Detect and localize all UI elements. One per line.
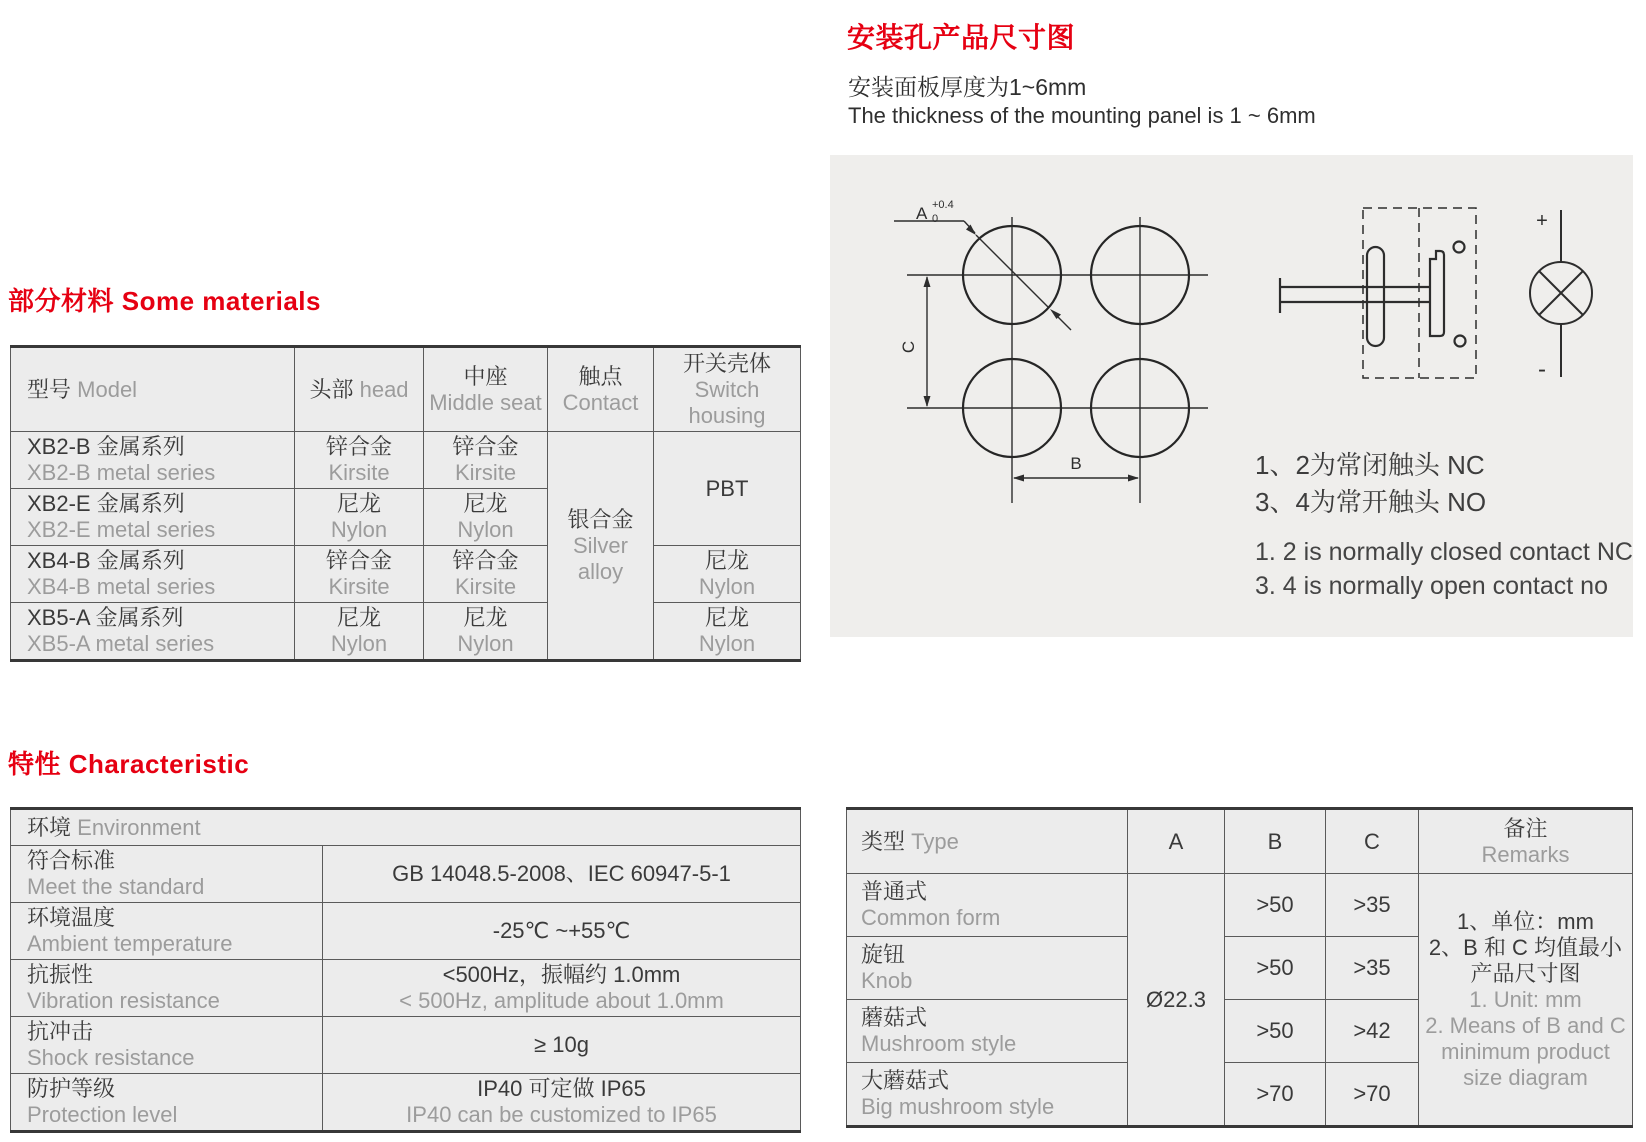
table-row xyxy=(11,546,801,603)
cell-value: GB 14048.5-2008、IEC 60947-5-1 xyxy=(323,846,801,903)
type-table-header-row xyxy=(847,809,1633,874)
table-row xyxy=(11,846,801,903)
note-zh-2: 3、4为常开触头 NO xyxy=(1255,487,1487,517)
no-contact-bar xyxy=(1430,251,1444,336)
header-c: C xyxy=(1326,809,1419,874)
dim-a-label: A xyxy=(916,204,928,223)
environment-header-row xyxy=(11,809,801,846)
cell-label: 环境温度 Ambient temperature xyxy=(11,903,323,960)
cell-c: >70 xyxy=(1326,1063,1419,1127)
cell-type: 旋钮 Knob xyxy=(847,937,1128,1000)
cell-c: >35 xyxy=(1326,937,1419,1000)
mounting-section-title: 安装孔产品尺寸图 xyxy=(847,22,1076,53)
table-row xyxy=(11,1017,801,1074)
cell-c: >35 xyxy=(1326,874,1419,937)
cell-type: 大蘑菇式 Big mushroom style xyxy=(847,1063,1128,1127)
lamp-minus-label: - xyxy=(1538,356,1546,383)
table-row xyxy=(11,1074,801,1132)
type-dimension-table xyxy=(846,807,1633,1128)
cell-type: 普通式 Common form xyxy=(847,874,1128,937)
mounting-subtitle-zh: 安装面板厚度为1~6mm xyxy=(848,74,1087,100)
materials-table xyxy=(10,345,801,662)
mounting-subtitle-en: The thickness of the mounting panel is 1 ~ 6mm xyxy=(848,103,1316,128)
lamp-plus-label: + xyxy=(1536,210,1548,232)
header-switch-housing: 开关壳体 Switch housing xyxy=(654,347,801,432)
cell-label: 防护等级 Protection level xyxy=(11,1074,323,1132)
lamp-symbol xyxy=(1530,210,1592,383)
note-en-2: 3. 4 is normally open contact no xyxy=(1255,572,1608,600)
mounting-hole-circles xyxy=(963,226,1189,457)
header-contact: 触点 Contact xyxy=(548,347,654,432)
characteristic-title-en: Characteristic xyxy=(68,749,250,779)
cell-remarks-merged: 1、单位：mm 2、B 和 C 均值最小产品尺寸图 1. Unit: mm 2. Means of B and C minimum product size diagram xyxy=(1419,874,1633,1127)
materials-title-en: Some materials xyxy=(121,286,321,316)
nc-contact-strip xyxy=(1367,247,1384,346)
header-environment: 环境 Environment xyxy=(11,809,801,846)
cell-b: >70 xyxy=(1225,1063,1326,1127)
contact-mechanism-diagram xyxy=(1280,208,1476,378)
note-zh-1: 1、2为常闭触头 NC xyxy=(1255,450,1485,480)
cell-model: XB2-B 金属系列 XB2-B metal series xyxy=(11,432,295,489)
dimension-diagram-panel xyxy=(830,155,1633,637)
cell-b: >50 xyxy=(1225,874,1326,937)
cell-housing: 尼龙 Nylon xyxy=(654,603,801,661)
cell-label: 抗振性 Vibration resistance xyxy=(11,960,323,1017)
cell-label: 符合标准 Meet the standard xyxy=(11,846,323,903)
characteristic-title-zh: 特性 xyxy=(8,749,62,779)
terminal-dot-bottom xyxy=(1455,336,1466,347)
cell-housing: 尼龙 Nylon xyxy=(654,546,801,603)
cell-b: >50 xyxy=(1225,937,1326,1000)
dim-a-tol-upper: +0.4 xyxy=(932,199,954,211)
materials-header-row xyxy=(11,347,801,432)
cell-value: -25℃ ~+55℃ xyxy=(323,903,801,960)
cell-c: >42 xyxy=(1326,1000,1419,1063)
cell-model: XB4-B 金属系列 XB4-B metal series xyxy=(11,546,295,603)
cell-head: 锌合金 Kirsite xyxy=(295,546,424,603)
cell-model: XB5-A 金属系列 XB5-A metal series xyxy=(11,603,295,661)
cell-middle: 尼龙 Nylon xyxy=(424,603,548,661)
characteristic-table xyxy=(10,807,801,1133)
materials-title-zh: 部分材料 xyxy=(8,286,115,316)
header-b: B xyxy=(1225,809,1326,874)
dim-b-label: B xyxy=(1070,454,1082,473)
cell-middle: 锌合金 Kirsite xyxy=(424,546,548,603)
cell-b: >50 xyxy=(1225,1000,1326,1063)
contact-notes xyxy=(1255,447,1633,603)
dim-a-tol-lower: 0 xyxy=(932,213,939,225)
cell-value: ≥ 10g xyxy=(323,1017,801,1074)
cell-middle: 锌合金 Kirsite xyxy=(424,432,548,489)
terminal-dot-top xyxy=(1454,242,1465,253)
cell-head: 锌合金 Kirsite xyxy=(295,432,424,489)
cell-contact-merged: 银合金 Silver alloy xyxy=(548,432,654,661)
cell-model: XB2-E 金属系列 XB2-E metal series xyxy=(11,489,295,546)
cell-value: <500Hz，振幅约 1.0mm < 500Hz, amplitude about 1.0mm xyxy=(323,960,801,1017)
characteristic-section-title xyxy=(8,744,249,781)
header-head: 头部 head xyxy=(295,347,424,432)
cell-head: 尼龙 Nylon xyxy=(295,603,424,661)
materials-section-title xyxy=(8,281,321,318)
cell-value: IP40 可定做 IP65 IP40 can be customized to IP65 xyxy=(323,1074,801,1132)
table-row xyxy=(11,960,801,1017)
cell-type: 蘑菇式 Mushroom style xyxy=(847,1000,1128,1063)
header-model: 型号 Model xyxy=(11,347,295,432)
table-row xyxy=(11,903,801,960)
table-row xyxy=(847,874,1633,937)
cell-head: 尼龙 Nylon xyxy=(295,489,424,546)
header-remarks: 备注 Remarks xyxy=(1419,809,1633,874)
header-middle-seat: 中座 Middle seat xyxy=(424,347,548,432)
cell-a-merged: Ø22.3 xyxy=(1128,874,1225,1127)
header-a: A xyxy=(1128,809,1225,874)
table-row xyxy=(11,432,801,489)
cell-housing-pbt: PBT xyxy=(654,432,801,546)
cell-label: 抗冲击 Shock resistance xyxy=(11,1017,323,1074)
cell-middle: 尼龙 Nylon xyxy=(424,489,548,546)
table-row xyxy=(11,603,801,661)
note-en-1: 1. 2 is normally closed contact NC xyxy=(1255,538,1633,566)
dim-c-label: C xyxy=(899,340,918,354)
header-type: 类型 Type xyxy=(847,809,1128,874)
